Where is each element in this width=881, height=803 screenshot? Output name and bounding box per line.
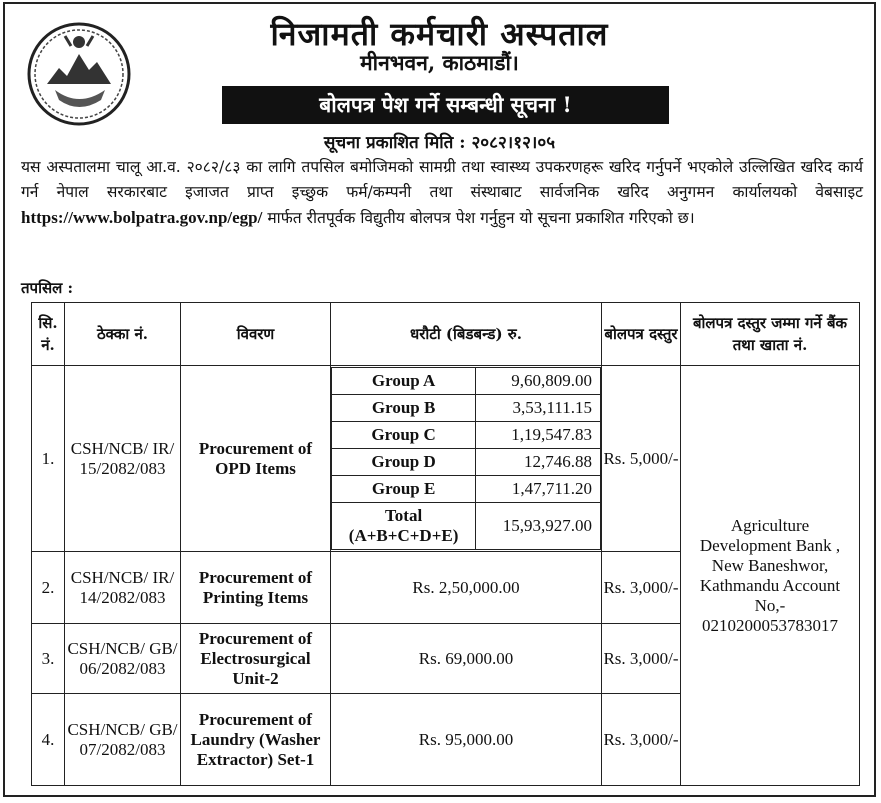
hospital-location: मीनभवन, काठमाडौं। (360, 50, 519, 75)
row-fee: Rs. 3,000/- (602, 694, 681, 786)
row-bid-bond: Rs. 69,000.00 (331, 624, 602, 694)
hospital-name: निजामती कर्मचारी अस्पताल (270, 15, 609, 53)
row-fee: Rs. 5,000/- (602, 366, 681, 552)
group-table (331, 367, 601, 550)
row-contract-no: CSH/NCB/ GB/ 06/2082/083 (65, 624, 181, 694)
publication-date: सूचना प्रकाशित मिति : २०८२।१२।०५ (323, 133, 556, 153)
header-description: विवरण (181, 303, 331, 366)
group-row (332, 476, 601, 503)
row-contract-no: CSH/NCB/ GB/ 07/2082/083 (65, 694, 181, 786)
header-sn: सि. नं. (32, 303, 65, 366)
notice-text-1: यस अस्पतालमा चालू आ.व. २०८२/८३ का लागि तपसिल बमोजिमको सामग्री तथा स्वास्थ्य उपकरणहरू खरिद गर्नुपर्ने भएकोले उल्लिखित खरिद कार्य गर्न नेपाल सरकारबाट इजाजत प्राप्त इच्छुक फर्म/कम्पनी तथा संस्थाबाट सार्वजनिक खरिद अनुगमन कार्यालयको वेबसाइट (21, 158, 863, 201)
header-contract-no: ठेक्का नं. (65, 303, 181, 366)
group-name: Group E (332, 476, 476, 503)
row-sn: 1. (32, 366, 65, 552)
group-row (332, 422, 601, 449)
row-description: Procurement of Electrosurgical Unit-2 (181, 624, 331, 694)
notice-page (3, 2, 876, 797)
notice-banner: बोलपत्र पेश गर्ने सम्बन्धी सूचना ! (222, 86, 669, 124)
table-row (32, 366, 860, 552)
group-amount: 3,53,111.15 (476, 395, 601, 422)
group-row (332, 368, 601, 395)
group-amount: 1,19,547.83 (476, 422, 601, 449)
group-amount: 9,60,809.00 (476, 368, 601, 395)
row-contract-no: CSH/NCB/ IR/ 14/2082/083 (65, 552, 181, 624)
group-amount: 12,746.88 (476, 449, 601, 476)
group-row (332, 395, 601, 422)
header-bid-bond: धरौटी (बिडबन्ड) रु. (331, 303, 602, 366)
header-bank: बोलपत्र दस्तुर जम्मा गर्ने बैंक तथा खाता नं. (681, 303, 860, 366)
notice-text-2: मार्फत रीतपूर्वक विद्युतीय बोलपत्र पेश गर्नुहुन यो सूचना प्रकाशित गरिएको छ। (267, 209, 695, 227)
bid-table (31, 302, 860, 786)
row-description: Procurement of Laundry (Washer Extractor) Set-1 (181, 694, 331, 786)
row-bid-bond: Rs. 2,50,000.00 (331, 552, 602, 624)
group-row (332, 449, 601, 476)
bolpatra-link[interactable]: https://www.bolpatra.gov.np/egp/ (21, 208, 263, 227)
row-fee: Rs. 3,000/- (602, 552, 681, 624)
group-name: Group C (332, 422, 476, 449)
group-name: Group B (332, 395, 476, 422)
row-bid-bond: Rs. 95,000.00 (331, 694, 602, 786)
group-name: Group D (332, 449, 476, 476)
total-amount: 15,93,927.00 (476, 503, 601, 550)
header-fee: बोलपत्र दस्तुर (602, 303, 681, 366)
total-row (332, 503, 601, 550)
schedule-label: तपसिल : (21, 279, 74, 297)
total-label: Total (A+B+C+D+E) (332, 503, 476, 550)
bank-info: Agriculture Development Bank , New Baneshwor, Kathmandu Account No,- 0210200053783017 (681, 366, 860, 786)
group-name: Group A (332, 368, 476, 395)
row-description: Procurement of OPD Items (181, 366, 331, 552)
group-amount: 1,47,711.20 (476, 476, 601, 503)
row-sn: 4. (32, 694, 65, 786)
row-fee: Rs. 3,000/- (602, 624, 681, 694)
table-header-row (32, 303, 860, 366)
notice-body (21, 155, 863, 231)
group-bid-cell (331, 366, 602, 552)
row-sn: 3. (32, 624, 65, 694)
row-sn: 2. (32, 552, 65, 624)
row-description: Procurement of Printing Items (181, 552, 331, 624)
row-contract-no: CSH/NCB/ IR/ 15/2082/083 (65, 366, 181, 552)
